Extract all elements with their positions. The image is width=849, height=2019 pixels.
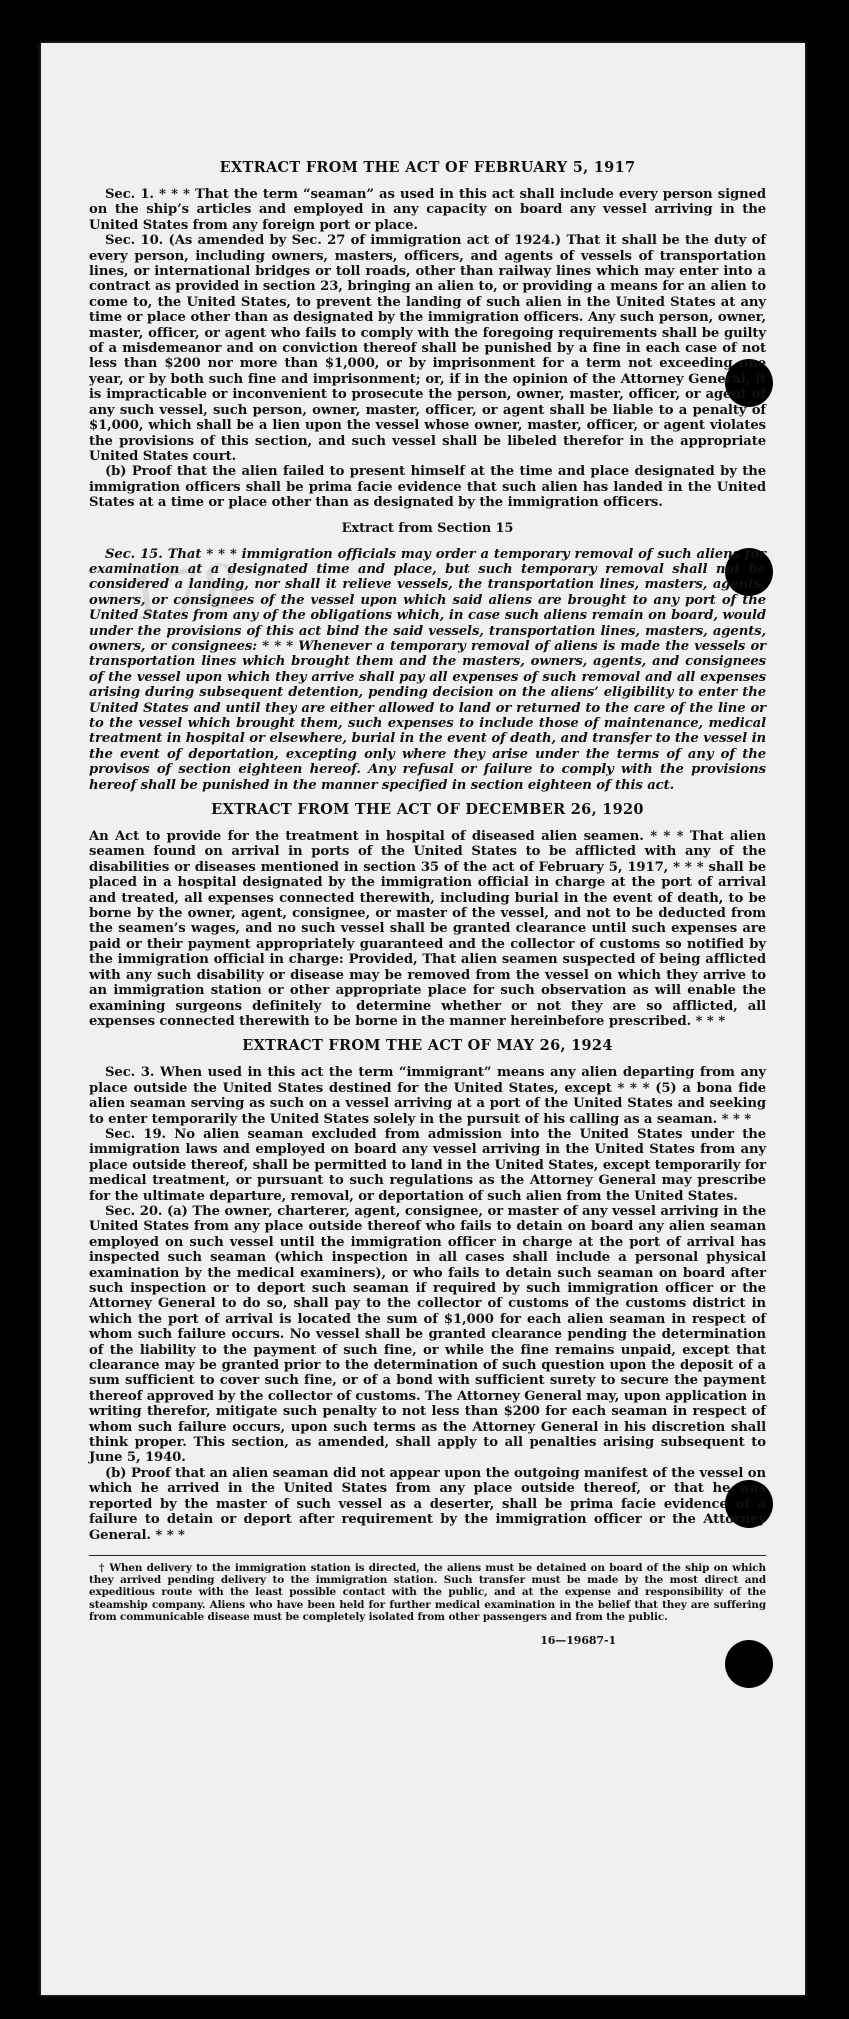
paragraph: An Act to provide for the treatment in hospital of diseased alien seamen. * * * That alien seamen found on arrival in ports of the United States to be afflicted with any of the disabilities or diseases mentioned in section 35 of the act of February 5, 1917, * * * shall be placed in a hospital designated by the immigration official in charge at the port of arrival and treated, all expenses connected therewith, including burial in the event of death, to be borne by the owner, agent, consignee, or master of the vessel, and not to be deducted from the seamen’s wages, and no such vessel shall be granted clearance until such expenses are paid or their payment appropriately guaranteed and the collector of customs so notified by the immigration official in charge: Provided, That alien seamen suspected of being afflicted with any such disability or disease may be removed from the vessel on which they arrive to an immigration station or other appropriate place for such observation as will enable the examining surgeons definitely to determine whether or not they are so afflicted, all expenses connected therewith to be borne in the manner hereinbefore prescribed. * * * [89,829,766,1029]
section-subheading: Extract from Section 15 [341,520,514,536]
paragraph: (b) Proof that the alien failed to present himself at the time and place designated by the immigration officers shall be prima facie evidence that such alien has landed in the United States at a time or place other than as designated by the immigration officers. [89,464,766,511]
paragraph: Sec. 19. No alien seaman excluded from admission into the United States under the immigration laws and employed on board any vessel arriving in the United States from any place outside thereof, shall be permitted to land in the United States, except temporarily for medical treatment, or pursuant to such regulations as the Attorney General may prescribe for the ultimate departure, removal, or deportation of such alien from the United States. [89,1126,766,1204]
document-page [41,43,805,1995]
section-heading: EXTRACT FROM THE ACT OF FEBRUARY 5, 1917 [219,159,636,176]
paragraph: Sec. 3. When used in this act the term “immigrant” means any alien departing from any place outside the United States destined for the United States, except * * * (5) a bona fide alien seaman serving as such on a vessel arriving at a port of the United States and seeking to enter temporarily the United States solely in the pursuit of his calling as a seaman. * * * [89,1065,766,1127]
faint-stamp-mark: 178 [122,550,246,636]
section-heading: EXTRACT FROM THE ACT OF MAY 26, 1924 [242,1037,613,1055]
paragraph: Sec. 20. (a) The owner, charterer, agent, consignee, or master of any vessel arriving in the United States from any place outside thereof who fails to detain on board any alien seaman employed on such vessel until the immigration officer in charge at the port of arrival has inspected such seaman (which inspection in all cases shall include a personal physical examination by the medical examiners), or who fails to detain such seaman on board after such inspection or to deport such seaman if required by such immigration officer or the Attorney General to do so, shall pay to the collector of customs of the customs district in which the port of arrival is located the sum of $1,000 for each alien seaman in respect of whom such failure occurs. No vessel shall be granted clearance pending the determination of the liability to the payment of such fine, or while the fine remains unpaid, except that clearance may be granted prior to the determination of such question upon the deposit of a sum sufficient to cover such fine, or of a bond with sufficient surety to secure the payment thereof approved by the collector of customs. The Attorney General may, upon application in writing therefor, mitigate such penalty to not less than $200 for each seaman in respect of whom such failure occurs, upon such terms as the Attorney General in his discretion shall think proper. This section, as amended, shall apply to all penalties arising subsequent to June 5, 1940. [89,1203,766,1466]
paragraph: Sec. 10. (As amended by Sec. 27 of immigration act of 1924.) That it shall be the duty of every person, including owners, masters, officers, and agents of vessels of transportation lines, or international bridges or toll roads, other than railway lines which may enter into a contract as provided in section 23, bringing an alien to, or providing a means for an alien to come to, the United States, to prevent the landing of such alien in the United States at any time or place other than as designated by the immigration officers. Any such person, owner, master, officer, or agent who fails to comply with the foregoing requirements shall be guilty of a misdemeanor and on conviction thereof shall be punished by a fine in each case of not less than $200 nor more than $1,000, or by imprisonment for a term not exceeding one year, or by both such fine and imprisonment; or, if in the opinion of the Attorney General, it is impracticable or inconvenient to prosecute the person, owner, master, officer, or agent of any such vessel, such person, owner, master, officer, or agent shall be liable to a penalty of $1,000, which shall be a lien upon the vessel whose owner, master, officer, or agent violates the provisions of this section, and such vessel shall be libeled therefor in the appropriate United States court. [89,233,766,464]
paragraph: (b) Proof that an alien seaman did not appear upon the outgoing manifest of the vessel on which he arrived in the United States from any place outside thereof, or that he was reported by the master of such vessel as a deserter, shall be prima facie evidence of a failure to detain or deport after requirement by the immigration officer or the Attorney General. * * * [89,1465,766,1543]
section-heading: EXTRACT FROM THE ACT OF DECEMBER 26, 1920 [211,801,644,819]
print-code: 16—19687-1 [540,1634,616,1648]
paragraph: Sec. 1. * * * That the term “seaman” as used in this act shall include every person signed on the ship’s articles and employed in any capacity on board any vessel arriving in the United States from any foreign port or place. [89,187,766,233]
footnote: † When delivery to the immigration station is directed, the aliens must be detained on board of the ship on which they arrived pending delivery to the immigration station. Such transfer must be made by the most direct and expeditious route with the least possible contact with the public, and at the expense and responsibility of the steamship company. Aliens who have been held for further medical examination in the belief that they are suffering from communicable disease must be completely isolated from other passengers and from the public. [89,1555,766,1623]
paragraph-italic: Sec. 15. That * * * immigration officials may order a temporary removal of such aliens for examination at a designated time and place, but such temporary removal shall not be considered a landing, nor shall it relieve vessels, the transportation lines, masters, agents, owners, or consignees of the vessel upon which said aliens are brought to any port of the United States from any of the obligations which, in case such aliens remain on board, would under the provisions of this act bind the said vessels, transportation lines, masters, agents, owners, or consignees: * * * Whenever a temporary removal of aliens is made the vessels or transportation lines which brought them and the masters, owners, agents, and consignees of the vessel upon which they arrive shall pay all expenses of such removal and all expenses arising during subsequent detention, pending decision on the aliens’ eligibility to enter the United States and until they are either allowed to land or returned to the care of the line or to the vessel which brought them, such expenses to include those of maintenance, medical treatment in hospital or elsewhere, burial in the event of death, and transfer to the vessel in the event of deportation, excepting only where they arise under the terms of any of the provisos of section eighteen hereof. Any refusal or failure to comply with the provisions hereof shall be punished in the manner specified in section eighteen of this act. [89,546,766,793]
document-body [89,151,766,1649]
